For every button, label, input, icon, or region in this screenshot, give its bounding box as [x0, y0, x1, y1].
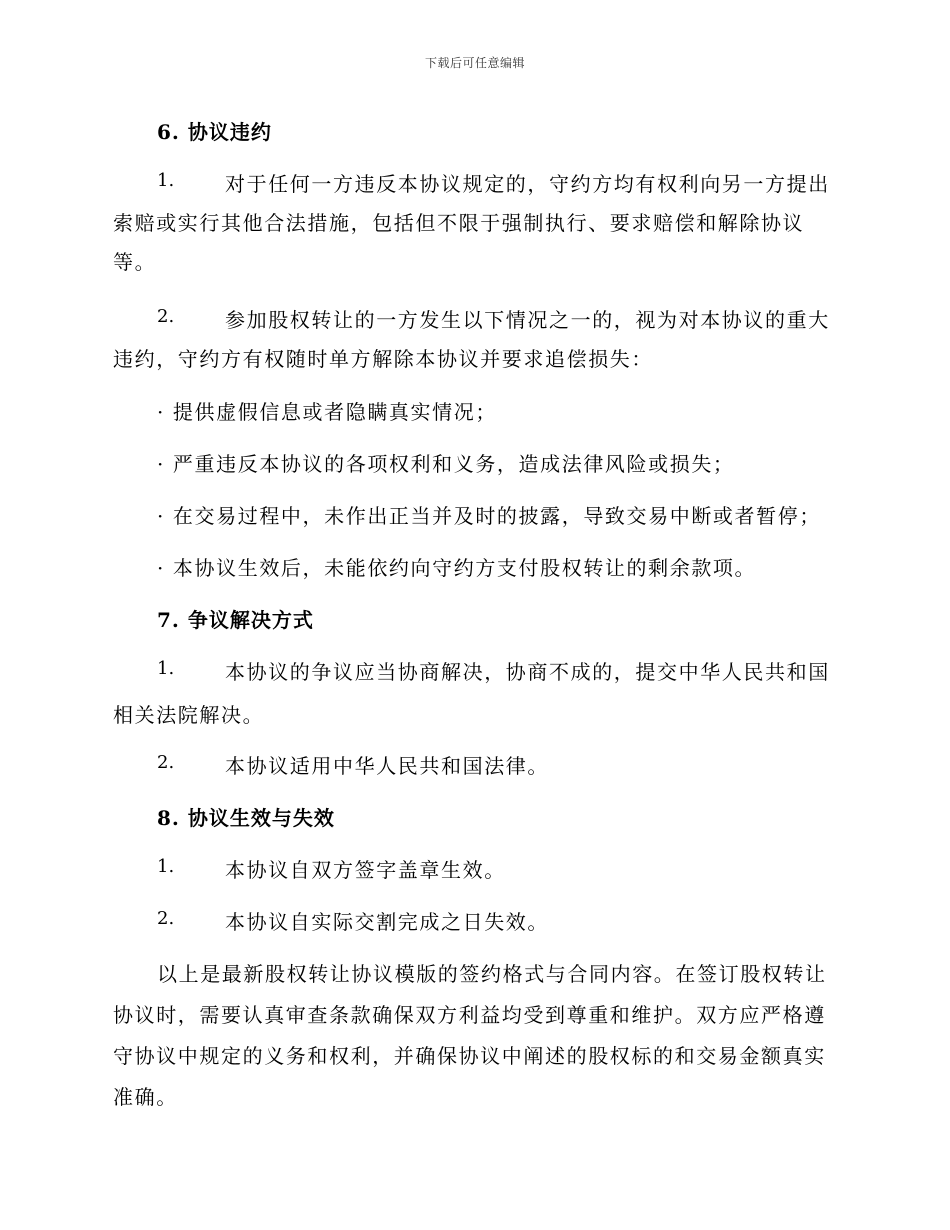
section-6-heading: 6. 协议违约 [157, 120, 272, 144]
section-6-bullet-3: · 在交易过程中，未作出正当并及时的披露，导致交易中断或者暂停； [157, 504, 821, 528]
section-8-item-1-line-1: 本协议自双方签字盖章生效。 [225, 858, 506, 882]
section-6-item-1-line-1: 对于任何一方违反本协议规定的，守约方均有权利向另一方提出 [225, 172, 830, 196]
section-6-item-1-line-3: 等。 [113, 250, 157, 274]
section-6-item-2-line-1: 参加股权转让的一方发生以下情况之一的，视为对本协议的重大 [225, 308, 830, 332]
section-7-item-1-line-2: 相关法院解决。 [113, 703, 265, 727]
section-8-item-2-number: 2. [157, 908, 175, 929]
section-7-item-2-number: 2. [157, 752, 175, 773]
section-6-bullet-4: · 本协议生效后，未能依约向守约方支付股权转让的剩余款项。 [157, 556, 757, 580]
page-header: 下载后可任意编辑 [424, 56, 525, 70]
section-8-heading: 8. 协议生效与失效 [157, 806, 335, 830]
conclusion-line-2: 协议时，需要认真审查条款确保双方利益均受到尊重和维护。双方应严格遵 [113, 1003, 826, 1027]
conclusion-line-3: 守协议中规定的义务和权利，并确保协议中阐述的股权标的和交易金额真实 [113, 1044, 826, 1068]
section-8-item-2-line-1: 本协议自实际交割完成之日失效。 [225, 910, 549, 934]
section-7-item-2-line-1: 本协议适用中华人民共和国法律。 [225, 754, 549, 778]
section-6-item-2-line-2: 违约，守约方有权随时单方解除本协议并要求追偿损失： [113, 347, 653, 371]
section-7-item-1-number: 1. [157, 658, 175, 679]
section-6-item-2-number: 2. [157, 306, 175, 327]
section-6-bullet-2: · 严重违反本协议的各项权利和义务，造成法律风险或损失； [157, 452, 735, 476]
section-6-bullet-1: · 提供虚假信息或者隐瞒真实情况； [157, 400, 497, 424]
section-7-heading: 7. 争议解决方式 [157, 608, 314, 632]
section-8-item-1-number: 1. [157, 856, 175, 877]
section-7-item-1-line-1: 本协议的争议应当协商解决，协商不成的，提交中华人民共和国 [225, 660, 830, 684]
section-6-item-1-number: 1. [157, 170, 175, 191]
conclusion-line-1: 以上是最新股权转让协议模版的签约格式与合同内容。在签订股权转让 [157, 962, 827, 986]
conclusion-line-4: 准确。 [113, 1085, 178, 1109]
section-6-item-1-line-2: 索赔或实行其他合法措施，包括但不限于强制执行、要求赔偿和解除协议 [113, 211, 805, 235]
